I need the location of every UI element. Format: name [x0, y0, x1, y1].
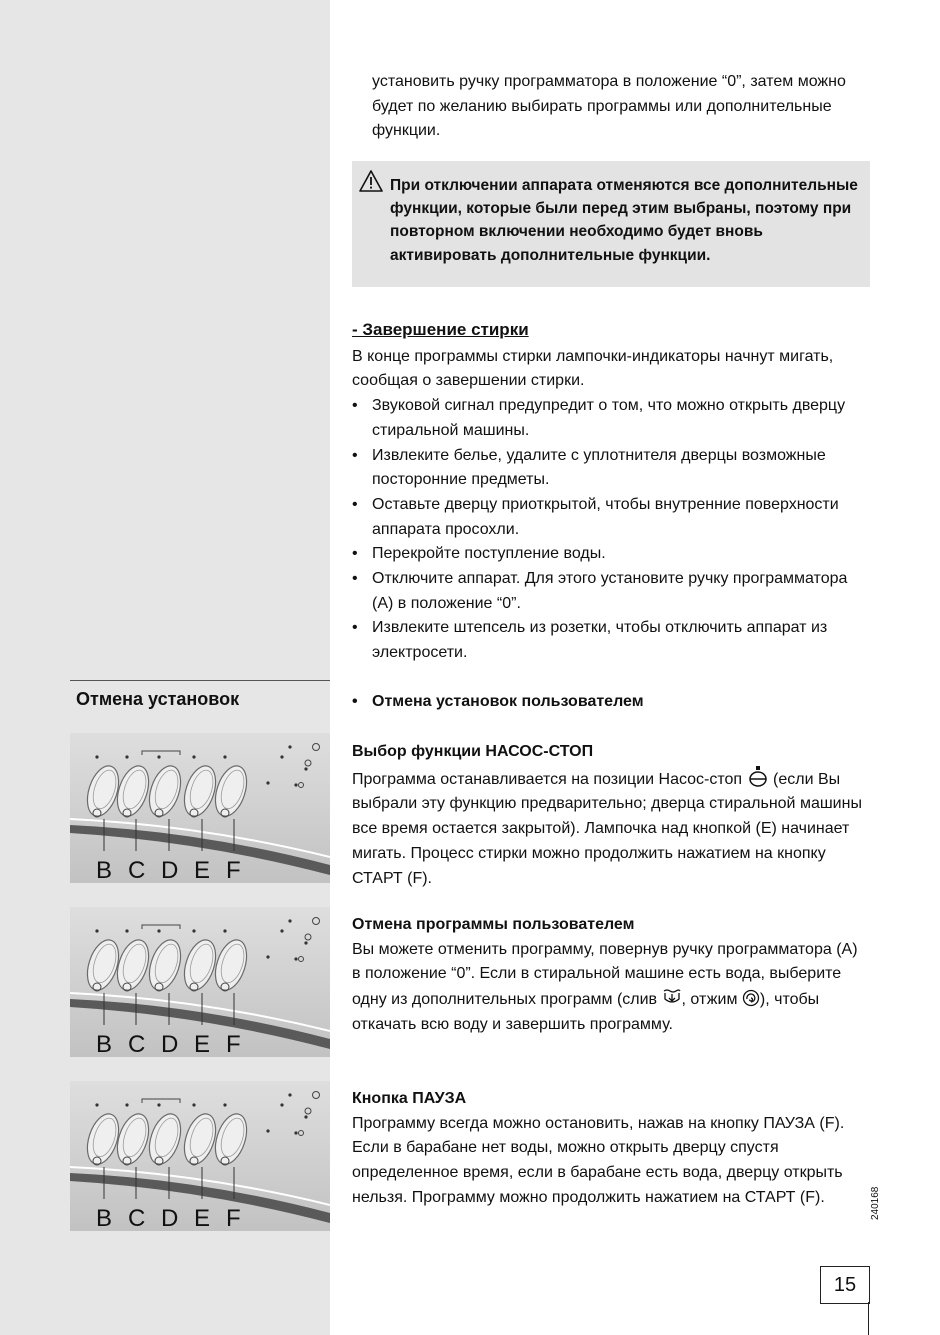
user-cancel-title: Отмена программы пользователем [352, 916, 635, 933]
pause-block [352, 1087, 868, 1211]
drain-icon [662, 987, 682, 1007]
cancel-bullet-heading: • Отмена установок пользователем [352, 690, 868, 715]
page-number-rule [868, 1302, 869, 1335]
panel-label: F [226, 1205, 241, 1231]
panel-label: D [161, 857, 179, 883]
pump-stop-text: Программа останавливается на позиции Насос-стоп (если Вы выбрали эту функцию предварительно; дверца стиральной машины все время остается закрытой). Лампочка над кнопкой (E) начинает мигать. Процесс стирки можно продолжить нажатием на кнопку СТАРТ (F). [352, 765, 868, 892]
pump-stop-title: Выбор функции НАСОС-СТОП [352, 743, 594, 760]
page-number: 15 [820, 1266, 870, 1304]
finish-title: - Завершение стирки [352, 320, 529, 339]
panel-label: E [194, 1205, 211, 1231]
pump-stop-block [352, 740, 868, 891]
control-panel-drawing [70, 733, 330, 883]
list-item: • Перекройте поступление воды. [352, 542, 868, 567]
panel-label: E [194, 857, 211, 883]
control-panel-drawing [70, 1081, 330, 1231]
control-panel-illustration-1 [70, 733, 330, 883]
panel-label: B [96, 1205, 113, 1231]
left-heading-rule [70, 680, 330, 681]
control-panel-illustration-3 [70, 1081, 330, 1231]
panel-label: B [96, 857, 113, 883]
warning-box [352, 161, 870, 287]
panel-label: C [128, 1031, 146, 1057]
cancel-bullet-heading-block [352, 690, 868, 715]
panel-label: D [161, 1031, 179, 1057]
pause-text: Программу всегда можно остановить, нажав на кнопку ПАУЗА (F). Если в барабане нет воды, можно открыть дверцу спустя определенное время, если в барабане есть вода, дверцу открыть нельзя. Программу можно продолжить нажатием на СТАРТ (F). [352, 1114, 845, 1206]
control-panel-illustration-2 [70, 907, 330, 1057]
document-code: 240168 [870, 1186, 881, 1220]
list-item: • Извлеките белье, удалите с уплотнителя дверцы возможные посторонние предметы. [352, 444, 868, 493]
intro-paragraph: установить ручку программатора в положение “0”, затем можно будет по желанию выбирать программы или дополнительные функции. [372, 73, 846, 140]
finish-section [352, 318, 868, 666]
panel-label: B [96, 1031, 113, 1057]
list-item: • Звуковой сигнал предупредит о том, что можно открыть дверцу стиральной машины. [352, 394, 868, 443]
panel-label: C [128, 1205, 146, 1231]
panel-label: D [161, 1205, 179, 1231]
pump-stop-icon [747, 765, 769, 787]
panel-label: C [128, 857, 146, 883]
list-item: • Извлеките штепсель из розетки, чтобы отключить аппарат из электросети. [352, 616, 868, 665]
spin-icon [742, 989, 760, 1007]
warning-triangle-icon [358, 169, 384, 193]
cancel-side-heading: Отмена установок [76, 689, 240, 709]
panel-label: F [226, 1031, 241, 1057]
panel-label: F [226, 857, 241, 883]
warning-text: При отключении аппарата отменяются все дополнительные функции, которые были перед этим выбраны, поэтому при повторном включении необходимо будет вновь активировать дополнительные функции. [390, 177, 858, 264]
control-panel-drawing [70, 907, 330, 1057]
user-cancel-block [352, 913, 868, 1038]
user-cancel-text: Вы можете отменить программу, повернув ручку программатора (A) в положение “0”. Если в стиральной машине есть вода, выберите одну из дополнительных программ (слив , отжим ), чтобы откачать всю воду и завершить программу. [352, 940, 858, 1033]
list-item: • Отключите аппарат. Для этого установите ручку программатора (А) в положение “0”. [352, 567, 868, 616]
panel-label: E [194, 1031, 211, 1057]
list-item: • Оставьте дверцу приоткрытой, чтобы внутренние поверхности аппарата просохли. [352, 493, 868, 542]
finish-bullet-list [352, 394, 868, 666]
finish-intro: В конце программы стирки лампочки-индикаторы начнут мигать, сообщая о завершении стирки. [352, 347, 834, 390]
pause-title: Кнопка ПАУЗА [352, 1090, 467, 1107]
